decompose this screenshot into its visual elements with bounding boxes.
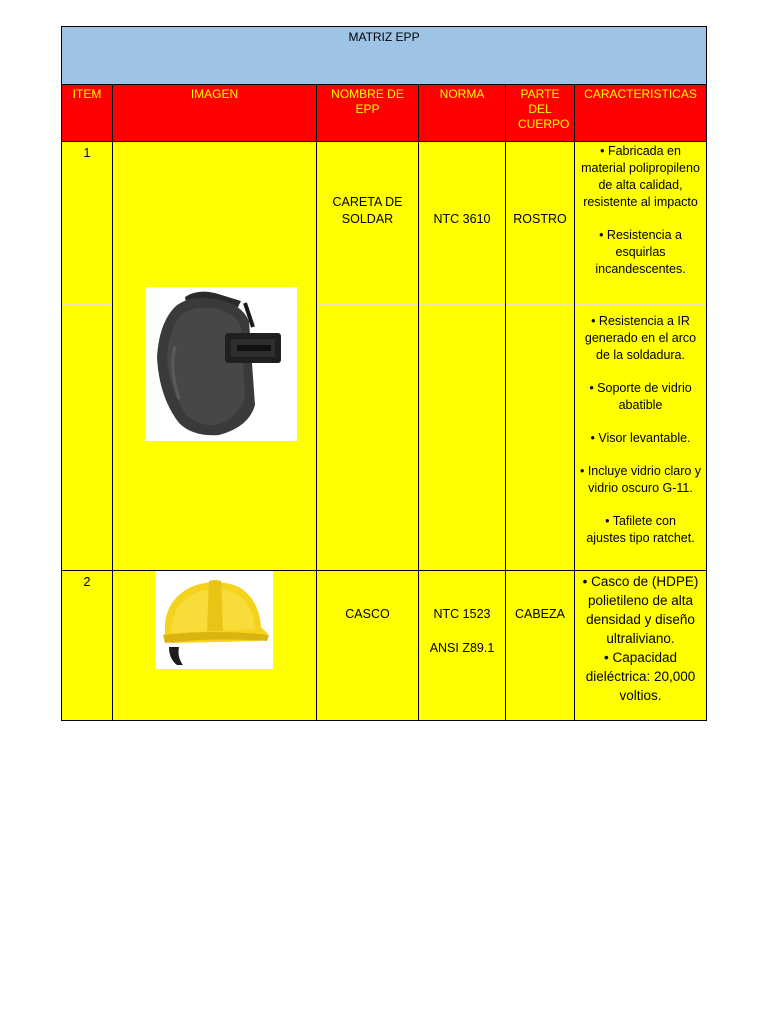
parte-empty-cell [506,305,575,571]
item-number: 2 [62,571,113,721]
table-title: MATRIZ EPP [62,27,707,85]
item-number: 1 [62,142,113,305]
caracteristicas-cell [575,142,707,305]
epp-matrix-table [61,26,707,721]
feature-line: • Resistencia a esquirlas incandescentes. [595,228,686,276]
image-cell [113,142,317,571]
welding-mask-image [145,287,297,441]
header-norma: NORMA [419,85,506,142]
caracteristicas-cell [575,305,707,571]
header-caracteristicas: CARACTERISTICAS [575,85,707,142]
norma-value: NTC 1523 [433,607,491,621]
norma-cell [419,142,506,305]
feature-line: • Visor levantable. [590,431,691,445]
table-row [62,571,707,721]
feature-line: • Soporte de vidrio abatible [589,381,692,412]
header-imagen: IMAGEN [113,85,317,142]
nombre-cell [317,142,419,305]
feature-line: • Resistencia a IR generado en el arco de la soldadura. [584,314,697,362]
feature-line: • Tafilete con ajustes tipo ratchet. [586,514,695,545]
hard-hat-image [155,571,273,669]
nombre-cell [317,571,419,721]
header-nombre: NOMBRE DE EPP [317,85,419,142]
norma-empty-cell [419,305,506,571]
hard-hat-icon [155,571,273,669]
feature-line: • Casco de (HDPE) polietileno de alta densidad y diseño ultraliviano. [582,574,699,646]
image-cell [113,571,317,721]
feature-line: • Incluye vidrio claro y vidrio oscuro G-11. [579,464,702,495]
norma-cell [419,571,506,721]
epp-matrix-sheet [61,26,706,721]
item-empty-cell [62,305,113,571]
title-row [62,27,707,85]
norma-value: NTC 3610 [433,212,491,226]
parte-cell [506,571,575,721]
caracteristicas-cell [575,571,707,721]
parte-value: ROSTRO [513,212,567,226]
parte-value: CABEZA [514,607,565,621]
table-row [62,142,707,305]
epp-name: CASCO [345,607,390,621]
epp-name: CARETA DE SOLDAR [332,195,403,226]
header-parte: PARTE DEL CUERPO [506,85,575,142]
parte-cell [506,142,575,305]
feature-line: • Capacidad dieléctrica: 20,000 voltios. [585,650,696,703]
nombre-empty-cell [317,305,419,571]
welding-mask-icon [145,287,297,441]
norma-value: ANSI Z89.1 [429,641,495,655]
feature-line: • Fabricada en material polipropileno de alta calidad, resistente al impacto [581,144,700,209]
header-item: ITEM [62,85,113,142]
header-row [62,85,707,142]
